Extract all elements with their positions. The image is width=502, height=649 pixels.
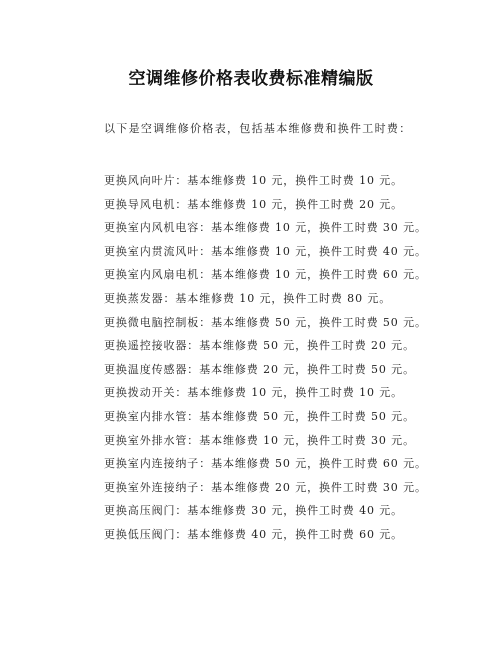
price-list-item: 更换微电脑控制板：基本维修费 50 元，换件工时费 50 元。 — [104, 315, 427, 329]
price-list-item: 更换室内风机电容：基本维修费 10 元，换件工时费 30 元。 — [104, 221, 427, 235]
price-list-item: 更换室内连接纳子：基本维修费 50 元，换件工时费 60 元。 — [104, 457, 427, 471]
price-list-item: 更换风向叶片：基本维修费 10 元，换件工时费 10 元。 — [104, 174, 404, 187]
price-list-item: 更换室外排水管：基本维修费 10 元，换件工时费 30 元。 — [104, 433, 415, 447]
price-list-item: 更换高压阀门：基本维修费 30 元，换件工时费 40 元。 — [104, 504, 404, 518]
price-list-item: 更换蒸发器：基本维修费 10 元，换件工时费 80 元。 — [104, 291, 392, 305]
price-list-item: 更换导风电机：基本维修费 10 元，换件工时费 20 元。 — [104, 197, 404, 211]
price-list-item: 更换室内排水管：基本维修费 50 元，换件工时费 50 元。 — [104, 409, 415, 423]
price-list-item: 更换室内贯流风叶：基本维修费 10 元，换件工时费 40 元。 — [104, 244, 427, 258]
intro-paragraph: 以下是空调维修价格表，包括基本维修费和换件工时费： — [104, 122, 412, 135]
price-list-item: 更换低压阀门：基本维修费 40 元，换件工时费 60 元。 — [104, 527, 404, 541]
price-list-item: 更换遥控接收器：基本维修费 50 元，换件工时费 20 元。 — [104, 339, 415, 353]
document-title: 空调维修价格表收费标准精编版 — [128, 69, 374, 89]
price-list-item: 更换室内风扇电机：基本维修费 10 元，换件工时费 60 元。 — [104, 268, 427, 282]
price-list-item: 更换拨动开关：基本维修费 10 元，换件工时费 10 元。 — [104, 386, 404, 400]
price-list-item: 更换温度传感器：基本维修费 20 元，换件工时费 50 元。 — [104, 362, 415, 376]
price-list — [104, 173, 427, 551]
price-list-item: 更换室外连接纳子：基本维修费 20 元，换件工时费 30 元。 — [104, 480, 427, 494]
